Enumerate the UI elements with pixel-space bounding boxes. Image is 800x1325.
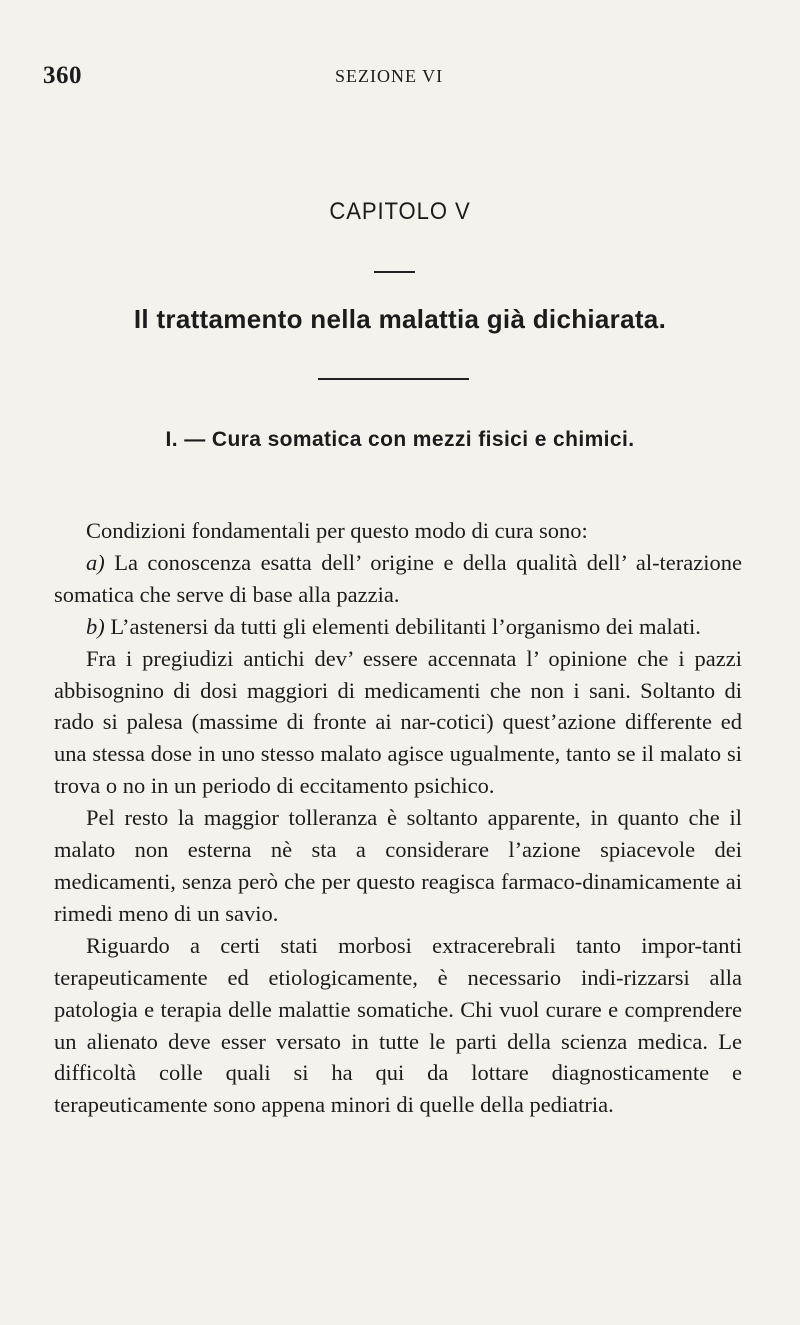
page-number: 360	[43, 62, 82, 89]
list-item-a-text: La conoscenza esatta dell’ origine e della qualità dell’ al-terazione somatica che serve di base alla pazzia.	[54, 549, 742, 607]
body-paragraph-2: Pel resto la maggior tolleranza è soltanto apparente, in quanto che il malato non esterna nè sta a considerare l’azione spiacevole dei medicamenti, senza però che per questo reagisca farmaco-dinamicamente ai rimedi meno di un savio.	[54, 805, 742, 926]
running-head: SEZIONE VI	[335, 66, 444, 86]
chapter-title: Il trattamento nella malattia già dichiarata.	[133, 304, 667, 334]
chapter-divider-long	[318, 378, 469, 380]
list-item-b-text: L’astenersi da tutti gli elementi debilitanti l’organismo dei malati.	[110, 613, 701, 639]
list-item-b-label: b)	[86, 613, 105, 639]
list-item-a-label: a)	[86, 549, 105, 575]
body-paragraph-3: Riguardo a certi stati morbosi extracerebrali tanto impor-tanti terapeuticamente ed etiologicamente, è necessario indi-rizzarsi alla patologia e terapia delle malattie somatiche. Chi vuol curare e comprendere un alienato deve esser versato in tutte le parti della scienza medica. Le difficoltà colle quali si ha qui da lottare diagnosticamente e terapeuticamente sono appena minori di quelle della pediatria.	[54, 932, 742, 1118]
list-item-a	[54, 547, 742, 611]
body-text	[54, 515, 742, 1121]
section-heading: I. — Cura somatica con mezzi fisici e chimici.	[165, 428, 635, 451]
chapter-divider-short	[374, 271, 415, 273]
body-paragraph-1: Fra i pregiudizi antichi dev’ essere accennata l’ opinione che i pazzi abbisognino di dosi maggiori di medicamenti che non i sani. Soltanto di rado si palesa (massime di fronte ai nar-cotici) quest’azione differente ed una stessa dose in uno stesso malato agisce ugualmente, tanto se il malato si trova o no in un periodo di eccitamento psichico.	[54, 645, 742, 799]
intro-paragraph: Condizioni fondamentali per questo modo di cura sono:	[86, 518, 588, 543]
chapter-label: CAPITOLO V	[329, 198, 471, 225]
list-item-b	[54, 611, 742, 643]
